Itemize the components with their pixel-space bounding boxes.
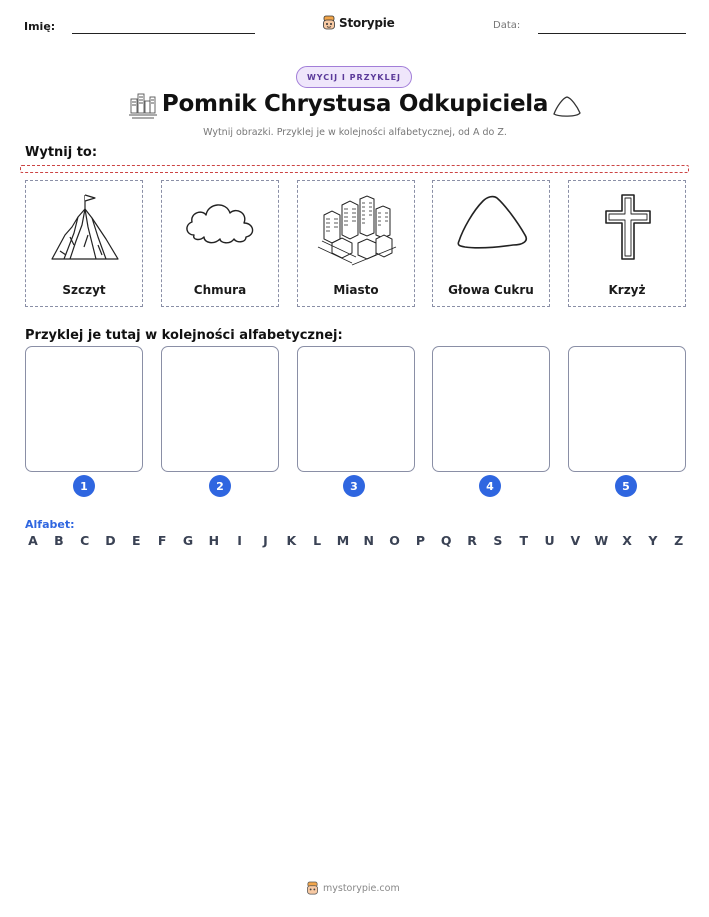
cloud-icon	[176, 185, 266, 275]
card-label: Miasto	[333, 283, 379, 297]
alphabet-letter: E	[132, 533, 141, 548]
paste-slot-5[interactable]	[568, 346, 686, 472]
alphabet-letter: O	[389, 533, 400, 548]
alphabet-letter: P	[415, 533, 425, 548]
alphabet-letter: L	[313, 533, 322, 548]
name-line[interactable]	[72, 33, 255, 34]
card-label: Głowa Cukru	[448, 283, 534, 297]
alphabet-letter: R	[467, 533, 477, 548]
paste-slot-4[interactable]	[432, 346, 550, 472]
activity-badge: WYCIJ I PRZYKLEJ	[296, 66, 412, 88]
alphabet-letter: V	[570, 533, 581, 548]
cut-card-miasto[interactable]	[297, 180, 415, 307]
slot-number-1: 1	[73, 475, 95, 497]
card-label: Chmura	[193, 283, 247, 297]
city-icon-title	[128, 91, 158, 121]
alphabet-letter: S	[493, 533, 503, 548]
paste-slot-3[interactable]	[297, 346, 415, 472]
footer	[306, 879, 400, 897]
cut-line	[20, 165, 689, 173]
slot-number-5: 5	[615, 475, 637, 497]
alphabet-letter: I	[237, 533, 242, 548]
paste-section-heading: Przyklej je tutaj w kolejności alfabetycznej:	[25, 328, 343, 343]
cut-section-heading: Wytnij to:	[25, 145, 98, 160]
alphabet-letter: J	[263, 533, 268, 548]
alphabet-letter: N	[363, 533, 374, 548]
mountain-peak-icon	[40, 185, 130, 275]
alphabet-letter: W	[594, 533, 609, 548]
alphabet-letter: D	[105, 533, 116, 548]
footer-url[interactable]: mystorypie.com	[323, 882, 400, 894]
slot-number-3: 3	[343, 475, 365, 497]
slot-number-4: 4	[479, 475, 501, 497]
alphabet-letter: U	[544, 533, 555, 548]
alphabet-letter: C	[80, 533, 90, 548]
date-line[interactable]	[538, 33, 686, 34]
cut-card-szczyt[interactable]	[25, 180, 143, 307]
alphabet-row	[26, 533, 686, 548]
alphabet-letter: Q	[440, 533, 452, 548]
paste-slot-1[interactable]	[25, 346, 143, 472]
brand-logo	[322, 13, 395, 33]
cross-icon	[583, 185, 673, 275]
alphabet-letter: K	[286, 533, 297, 548]
storypie-mascot-icon	[322, 15, 336, 31]
slot-number-2: 2	[209, 475, 231, 497]
card-label: Krzyż	[608, 283, 646, 297]
paste-slot-2[interactable]	[161, 346, 279, 472]
alphabet-letter: F	[157, 533, 167, 548]
storypie-mascot-icon	[306, 881, 319, 896]
sugarloaf-icon-title	[551, 94, 583, 120]
alphabet-letter: B	[54, 533, 64, 548]
instructions-text: Wytnij obrazki. Przyklej je w kolejności alfabetycznej, od A do Z.	[203, 127, 507, 138]
alphabet-letter: H	[208, 533, 220, 548]
cut-card-chmura[interactable]	[161, 180, 279, 307]
cut-card-glowa-cukru[interactable]	[432, 180, 550, 307]
page-title: Pomnik Chrystusa Odkupiciela	[161, 91, 549, 117]
date-label: Data:	[493, 20, 521, 31]
brand-name: Storypie	[339, 16, 395, 30]
sugarloaf-icon	[447, 185, 537, 275]
alphabet-letter: Y	[648, 533, 658, 548]
alphabet-letter: A	[28, 533, 38, 548]
alphabet-letter: T	[519, 533, 528, 548]
alphabet-label: Alfabet:	[25, 518, 75, 531]
alphabet-letter: Z	[674, 533, 684, 548]
name-label: Imię:	[24, 20, 56, 33]
alphabet-letter: G	[182, 533, 194, 548]
alphabet-letter: M	[336, 533, 350, 548]
card-label: Szczyt	[62, 283, 106, 297]
alphabet-letter: X	[622, 533, 632, 548]
city-icon	[312, 185, 402, 275]
cut-card-krzyz[interactable]	[568, 180, 686, 307]
